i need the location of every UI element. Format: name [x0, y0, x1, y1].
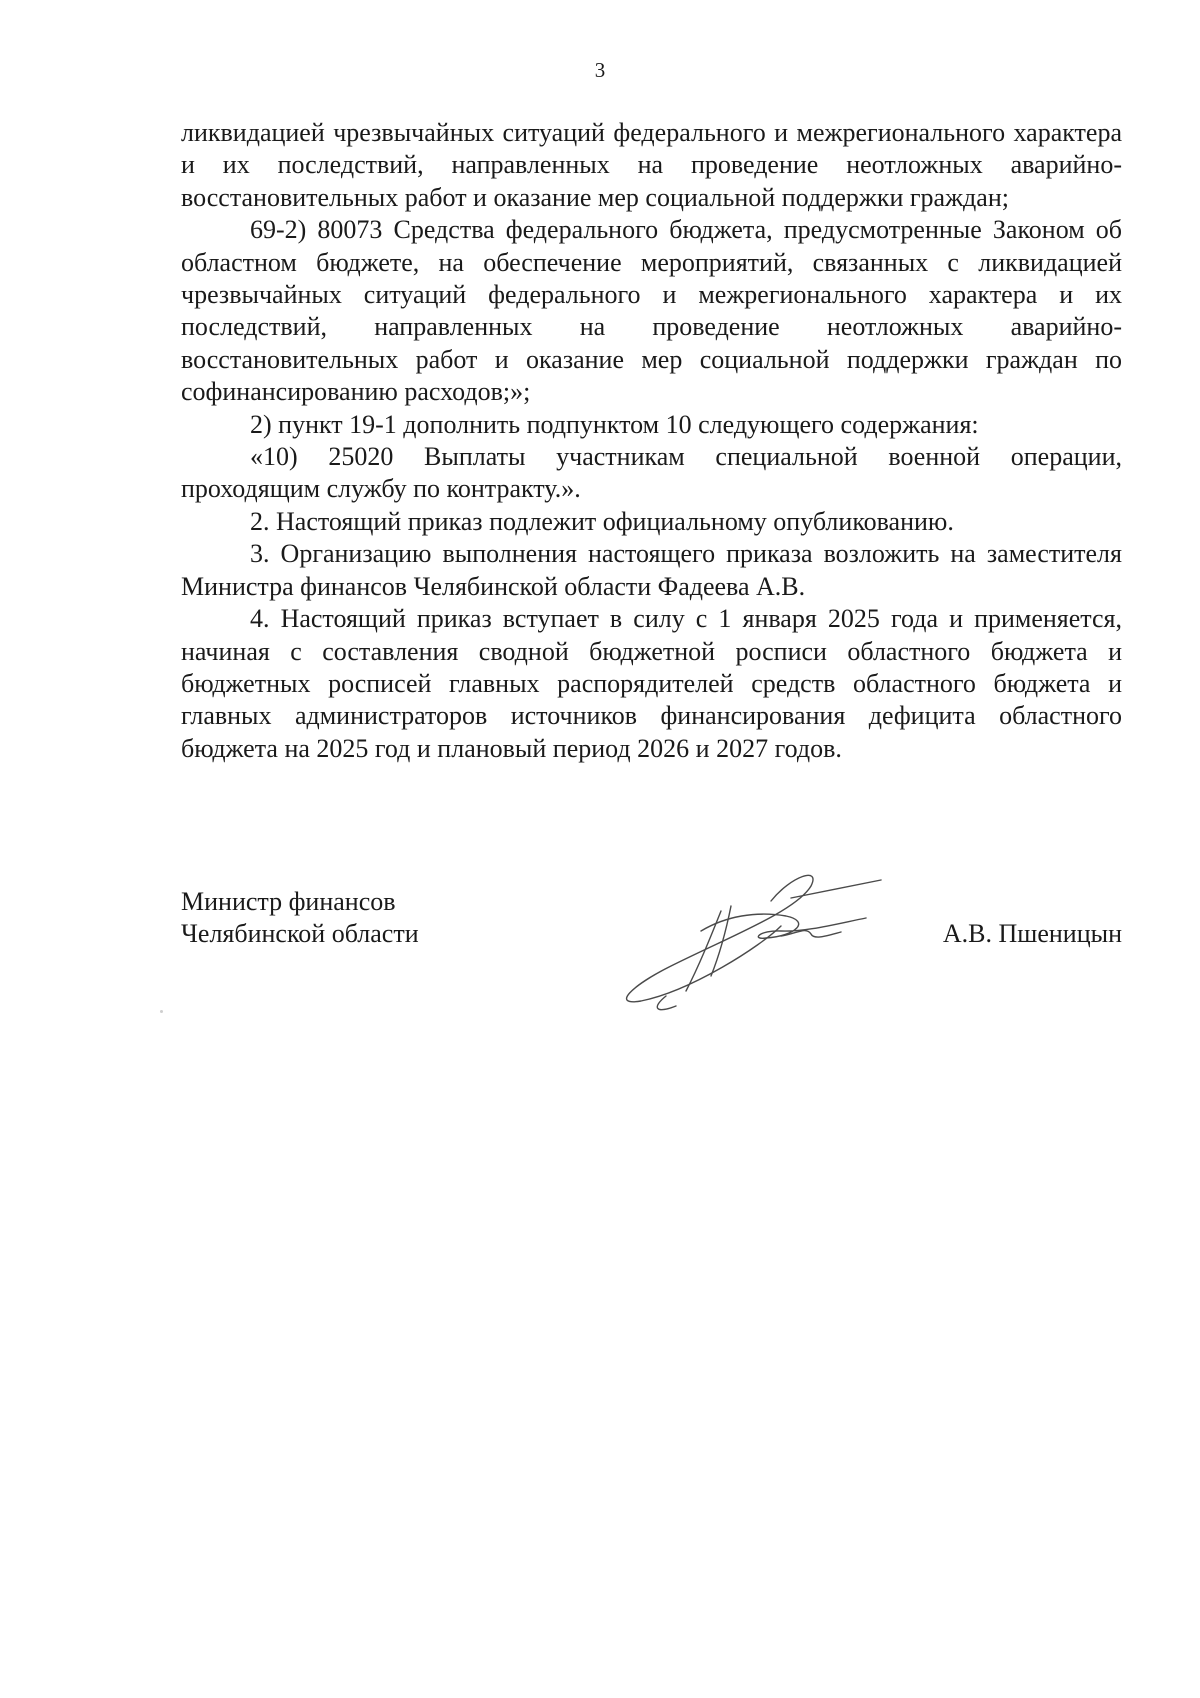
- scan-artifact: [160, 1010, 163, 1013]
- paragraph: ликвидацией чрезвычайных ситуаций федерального и межрегионального характера и их последствий, направленных на проведение неотложных аварийно-восстановительных работ и оказание мер социальной поддержки граждан;: [181, 118, 1122, 212]
- handwritten-signature: [581, 856, 901, 1016]
- page-number: 3: [594, 58, 606, 82]
- signatory-title: [181, 886, 419, 951]
- paragraph: «10) 25020 Выплаты участникам специальной военной операции, проходящим службу по контракту.».: [181, 442, 1122, 504]
- signatory-title-line: Челябинской области: [181, 919, 419, 949]
- paragraph: 4. Настоящий приказ вступает в силу с 1 января 2025 года и применяется, начиная с составления сводной бюджетной росписи областного бюджета и бюджетных росписей главных распорядителей средств областного бюджета и главных администраторов источников финансирования дефицита областного бюджета на 2025 год и плановый период 2026 и 2027 годов.: [181, 604, 1122, 763]
- document-body: [181, 117, 1122, 765]
- signature-block: [181, 886, 1122, 1016]
- paragraph: 3. Организацию выполнения настоящего приказа возложить на заместителя Министра финансов Челябинской области Фадеева А.В.: [181, 539, 1122, 601]
- paragraph: 2) пункт 19-1 дополнить подпунктом 10 следующего содержания:: [250, 409, 979, 439]
- paragraph: 2. Настоящий приказ подлежит официальному опубликованию.: [250, 506, 954, 536]
- paragraph: 69-2) 80073 Средства федерального бюджета, предусмотренные Законом об областном бюджете, на обеспечение мероприятий, связанных с ликвидацией чрезвычайных ситуаций федерального и межрегионального характера и их последствий, направленных на проведение неотложных аварийно-восстановительных работ и оказание мер социальной поддержки граждан по софинансированию расходов;»;: [181, 215, 1122, 407]
- signatory-name: А.В. Пшеницын: [942, 919, 1122, 948]
- signatory-title-line: Министр финансов: [181, 887, 396, 916]
